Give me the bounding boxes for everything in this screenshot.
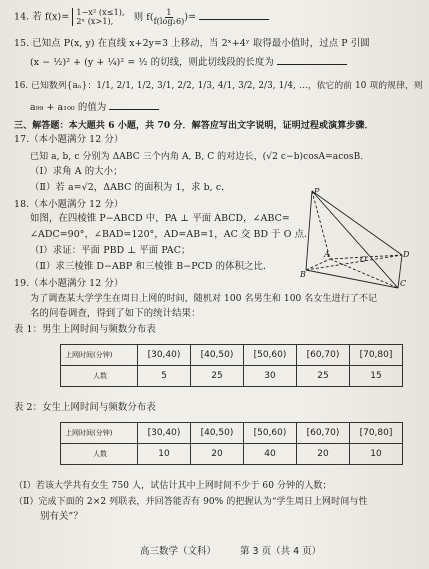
table-cell: [70,80] (350, 423, 403, 444)
q19-part2-cont: 别有关”？ (40, 511, 83, 522)
table1-header: 上网时间(分钟) (61, 345, 138, 366)
table-cell: 20 (191, 444, 244, 465)
q19-line2: 名的问卷调查，得到了如下的统计结果： (30, 308, 201, 319)
label-b: B (300, 270, 306, 279)
table-cell: [40,50) (191, 345, 244, 366)
table-cell: [70,80] (350, 345, 403, 366)
q17-stem: 已知 a, b, c 分别为 ΔABC 三个内角 A, B, C 的对边长，(√2 c−b)cosA=acosB． (30, 152, 370, 162)
q19-title: 19.（本小题满分 12 分） (14, 278, 124, 289)
table1-title: 表 1：男生上网时间与频数分布表 (14, 324, 156, 335)
label-p: P (314, 187, 320, 196)
q16-answer-blank (109, 100, 159, 110)
q19-line1: 为了调查某大学学生在周日上网的时间，随机对 100 名男生和 100 名女生进行了不记 (30, 294, 378, 304)
table-cell: [30,40) (138, 345, 191, 366)
table-cell: 40 (244, 444, 297, 465)
table-cell: [50,60) (244, 345, 297, 366)
q14-end: )= (184, 11, 197, 23)
q14-then: 则 f( (133, 11, 154, 23)
table1-value-row (61, 366, 403, 387)
q18-title: 18.（本小题满分 12 分） (14, 199, 124, 210)
table-2-female (60, 422, 403, 465)
q15-answer-blank (277, 55, 347, 65)
table-cell: 15 (350, 366, 403, 387)
table2-header-row (61, 423, 403, 444)
q14-prefix: 14. 若 f(x)= (14, 11, 70, 23)
table-cell: [60,70) (297, 345, 350, 366)
table-1-male (60, 344, 403, 387)
q14-fraction: $\frac{1}{\text{f(log₂6)}}$ (153, 7, 185, 26)
q14-case1: 1−x² (x≤1), (76, 8, 125, 17)
table-cell: 10 (350, 444, 403, 465)
label-a: A (324, 250, 330, 259)
q16-line1: 16. 已知数列{aₙ}：1/1, 2/1, 1/2, 3/1, 2/2, 1/3, 4/1, 3/2, 2/3, 1/4, …，依它的前 10 项的规律，则 (14, 81, 423, 91)
label-d: D (403, 250, 410, 259)
q18-line2: ∠ADC=90°，∠BAD=120°，AD=AB=1，AC 交 BD 于 O 点． (30, 229, 314, 240)
q15-line2: (x − ½)² + (y + ¼)² = ½ 的切线，则此切线段的长度为 (30, 55, 347, 69)
question-14 (14, 8, 269, 26)
table2-value-row (61, 444, 403, 465)
label-c: C (400, 279, 407, 288)
table-cell: [30,40) (138, 423, 191, 444)
footer-subject: 高三数学（文科） (140, 546, 217, 557)
q17-part2: （Ⅱ）若 a=√2，ΔABC 的面积为 1，求 b, c． (30, 182, 231, 193)
table-cell: [40,50) (191, 423, 244, 444)
q18-line1: 如图，在四棱锥 P−ABCD 中，PA ⊥ 平面 ABCD，∠ABC= (30, 213, 290, 224)
section-3-heading: 三、解答题：本大题共 6 小题，共 70 分．解答应写出文字说明，证明过程或演算步骤． (14, 121, 374, 131)
q14-case2: 2ˣ (x>1), (76, 17, 114, 26)
q17-title: 17.（本小题满分 12 分） (14, 134, 124, 145)
table-cell: 25 (191, 366, 244, 387)
table1-row-label: 人数 (61, 366, 138, 387)
q19-part2: （Ⅱ）完成下面的 2×2 列联表，并回答能否有 90% 的把握认为“学生周日上网时间与性 (14, 497, 368, 507)
pyramid-figure (300, 185, 410, 290)
table-cell: [60,70) (297, 423, 350, 444)
q17-part1: （Ⅰ）求角 A 的大小； (30, 166, 123, 177)
q14-piecewise (72, 8, 124, 26)
table2-row-label: 人数 (61, 444, 138, 465)
table-cell: 20 (297, 444, 350, 465)
table1-header-row (61, 345, 403, 366)
footer-page-number: 第 3 页（共 4 页） (240, 546, 322, 557)
table-cell: 5 (138, 366, 191, 387)
table-cell: 25 (297, 366, 350, 387)
q18-part1: （Ⅰ）求证：平面 PBD ⊥ 平面 PAC； (30, 245, 191, 256)
q18-part2: （Ⅱ）求三棱锥 D−ABP 和三棱锥 B−PCD 的体积之比． (30, 261, 273, 272)
table-cell: 10 (138, 444, 191, 465)
label-o: O (360, 255, 367, 264)
table-cell: 30 (244, 366, 297, 387)
table2-title: 表 2：女生上网时间与频数分布表 (14, 402, 156, 413)
q16-line2: a₉₉ + a₁₀₀ 的值为 (30, 100, 159, 114)
q15-line1: 15. 已知点 P(x, y) 在直线 x+2y=3 上移动，当 2ˣ+4ʸ 取得最小值时，过点 P 引圆 (14, 38, 370, 49)
table2-header: 上网时间(分钟) (61, 423, 138, 444)
q14-answer-blank (199, 10, 269, 20)
table-cell: [50,60) (244, 423, 297, 444)
q19-part1: （Ⅰ）若该大学共有女生 750 人，试估计其中上网时间不少于 60 分钟的人数； (14, 481, 332, 491)
